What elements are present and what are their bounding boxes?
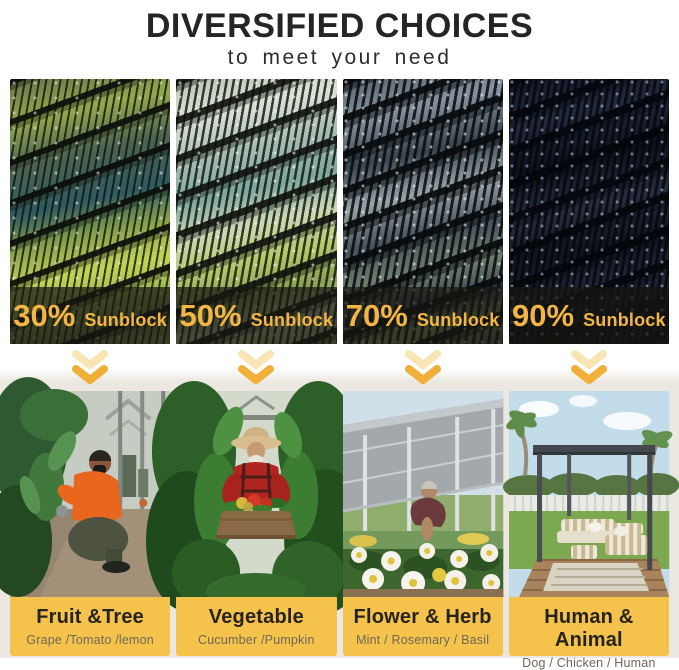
use-case-subtitle: Dog / Chicken / Human	[522, 656, 656, 670]
use-case-title: Fruit &Tree	[36, 606, 145, 628]
use-case-label-flower-herb	[343, 597, 503, 656]
use-case-photo-vegetable	[176, 391, 336, 597]
use-case-subtitle: Grape /Tomato /lemon	[26, 633, 154, 647]
chevron-double-down-icon	[67, 348, 113, 388]
chevron-double-down-icon	[233, 348, 279, 388]
use-case-subtitle: Cucumber /Pumpkin	[198, 633, 315, 647]
sunblock-label: Sunblock	[583, 310, 666, 330]
shade-option-90-caption	[509, 287, 669, 344]
use-case-subtitle: Mint / Rosemary / Basil	[356, 633, 490, 647]
page-title: DIVERSIFIED CHOICES	[145, 7, 534, 45]
vegetable-farmer-illustration	[176, 391, 336, 597]
arrows-row	[0, 344, 679, 391]
shade-option-90-swatch	[509, 79, 669, 344]
chevron-double-down-icon	[400, 348, 446, 388]
sunblock-percent: 30%	[13, 298, 76, 333]
use-case-photo-fruit-tree	[10, 391, 170, 597]
shade-option-50-swatch	[176, 79, 336, 344]
shade-option-50-caption	[176, 287, 336, 344]
sunblock-percent: 50%	[179, 298, 242, 333]
use-case-label-fruit-tree	[10, 597, 170, 656]
sunblock-label: Sunblock	[84, 310, 167, 330]
use-case-photos-row	[0, 391, 679, 597]
use-case-photo-human-animal	[509, 391, 669, 597]
shade-canopy-flowers-illustration	[343, 391, 503, 597]
use-case-title: Vegetable	[208, 606, 304, 628]
shade-option-30-swatch	[10, 79, 170, 344]
sunblock-percent: 90%	[512, 298, 575, 333]
sunblock-label: Sunblock	[250, 310, 334, 330]
shade-options-row	[0, 79, 679, 344]
sunblock-percent: 70%	[345, 298, 408, 333]
chevron-double-down-icon	[566, 348, 612, 388]
header	[0, 0, 679, 79]
use-case-label-human-animal	[509, 597, 669, 670]
use-case-label-vegetable	[176, 597, 336, 656]
shade-option-70-caption	[343, 287, 503, 344]
use-case-title: Flower & Herb	[353, 606, 492, 628]
shade-option-30-caption	[10, 287, 170, 344]
pergola-patio-illustration	[509, 391, 669, 597]
sunblock-label: Sunblock	[416, 310, 500, 330]
use-case-title: Human & Animal	[544, 606, 634, 651]
page-subtitle: to meet your need	[227, 45, 452, 69]
shade-option-70-swatch	[343, 79, 503, 344]
use-case-photo-flower-herb	[343, 391, 503, 597]
greenhouse-gardener-illustration	[10, 391, 170, 597]
